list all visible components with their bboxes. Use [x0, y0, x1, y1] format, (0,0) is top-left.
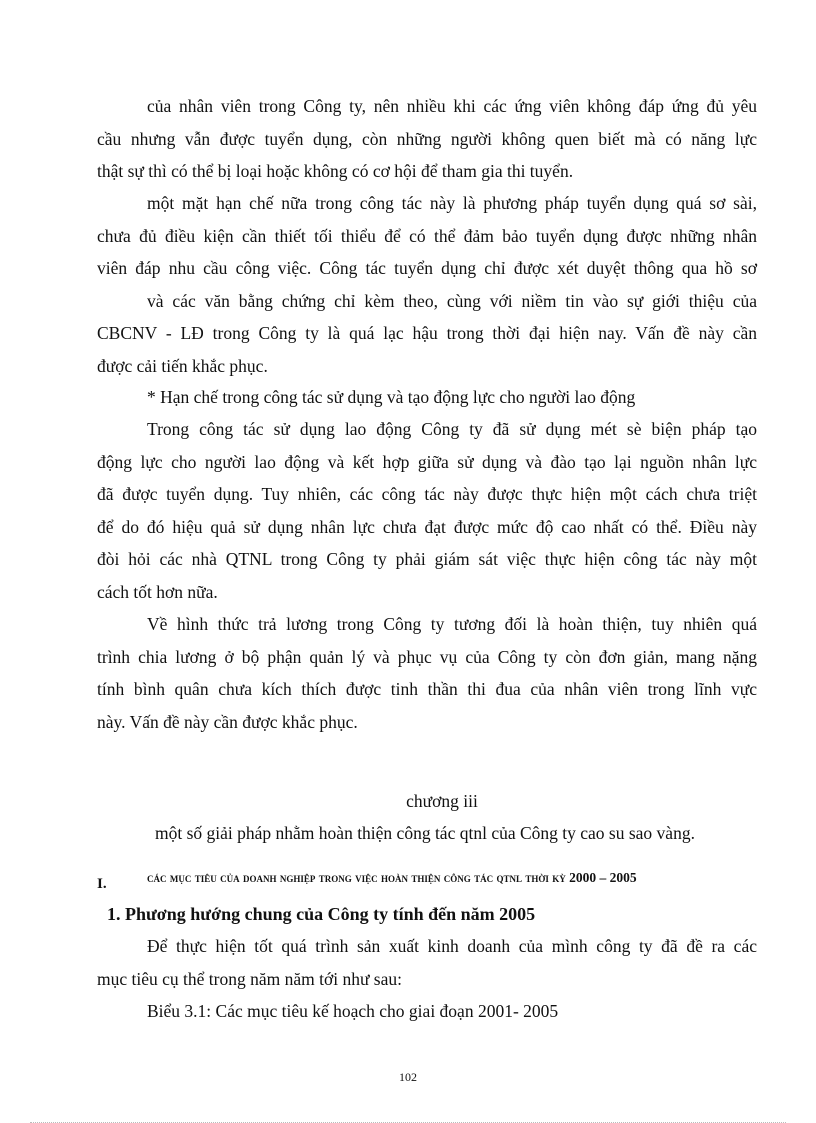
paragraph-usage-limitation-heading — [97, 381, 757, 414]
subsection-title: 1. Phương hướng chung của Công ty tính đến năm 2005 — [107, 904, 536, 924]
table-caption — [97, 995, 757, 1028]
text-line: của nhân viên trong Công ty, nên nhiều khi các ứng viên không đáp ứng đủ yêu — [147, 96, 757, 116]
chapter-label — [97, 785, 757, 818]
section-number: I. — [97, 876, 107, 892]
text-line: Để thực hiện tốt quá trình sản xuất kinh doanh của mình công ty đã đề ra các — [147, 936, 757, 956]
paragraph-recruitment-bias — [97, 90, 757, 188]
text-line: mục tiêu cụ thể trong năm năm tới như sau: — [97, 968, 402, 989]
section-title: các mục tiêu của doanh nghiệp trong việc hoàn thiện công tác qtnl thời kỳ 2000 – 2005 — [147, 870, 637, 885]
text-line: được cải tiến khắc phục. — [97, 355, 268, 376]
chapter-number: chương iii — [406, 791, 478, 811]
subsection-heading — [97, 898, 757, 931]
text-line: Trong công tác sử dụng lao động Công ty đã sử dụng mét sè biện pháp tạo — [147, 419, 757, 439]
text-line: Về hình thức trả lương trong Công ty tương đối là hoàn thiện, tuy nhiên quá — [147, 614, 757, 634]
paragraph-labor-usage — [97, 413, 757, 608]
section-heading — [97, 870, 757, 892]
page-number: 102 — [399, 1070, 417, 1084]
text-line: này. Vấn đề này cần được khắc phục. — [97, 711, 358, 732]
text-line: CBCNV - LĐ trong Công ty là quá lạc hậu trong thời đại hiện nay. Vấn đề này cần — [97, 323, 757, 343]
text-line: đòi hỏi các nhà QTNL trong Công ty phải giám sát việc thực hiện công tác này một — [97, 549, 757, 569]
text-line: để do đó hiệu quả sử dụng nhân lực chưa đạt được mức độ cao nhất có thể. Điều này — [97, 516, 757, 537]
text-line: thật sự thì có thể bị loại hoặc không có cơ hội để tham gia thi tuyển. — [97, 161, 574, 181]
text-line: * Hạn chế trong công tác sử dụng và tạo động lực cho người lao động — [147, 387, 636, 407]
text-line: cầu nhưng vẫn được tuyển dụng, còn những người không quen biết mà có năng lực — [97, 128, 757, 149]
text-line: trình chia lương ở bộ phận quản lý và phục vụ của Công ty còn đơn giản, mang nặng — [97, 646, 757, 667]
text-line: cách tốt hơn nữa. — [97, 581, 218, 602]
text-line: viên đáp nhu cầu công việc. Công tác tuyển dụng chỉ được xét duyệt thông qua hồ sơ — [97, 258, 757, 278]
paragraph-salary — [97, 608, 757, 738]
text-line: chưa đủ điều kiện cần thiết tối thiểu để có thể đảm bảo tuyển dụng được những nhân — [97, 225, 757, 246]
paragraph-goals-intro — [97, 930, 757, 995]
text-line: một mặt hạn chế nữa trong công tác này là phương pháp tuyển dụng quá sơ sài, — [147, 193, 757, 213]
text-line: đã được tuyển dụng. Tuy nhiên, các công tác này được thực hiện một cách chưa triệt — [97, 484, 757, 504]
text-line: động lực cho người lao động và kết hợp giữa sử dụng và đào tạo lại nguồn nhân lực — [97, 451, 757, 472]
text-line: tính bình quân chưa kích thích được tinh thần thi đua của nhân viên trong lĩnh vực — [97, 679, 757, 699]
table-caption-text: Biểu 3.1: Các mục tiêu kế hoạch cho giai đoạn 2001- 2005 — [147, 1001, 559, 1021]
chapter-title-text: một số giải pháp nhằm hoàn thiện công tác qtnl của Công ty cao su sao vàng. — [155, 823, 695, 843]
text-line: và các văn bằng chứng chỉ kèm theo, cùng với niềm tin vào sự giới thiệu của — [147, 290, 757, 311]
chapter-title — [97, 817, 757, 850]
paragraph-recruitment-method — [97, 187, 757, 382]
